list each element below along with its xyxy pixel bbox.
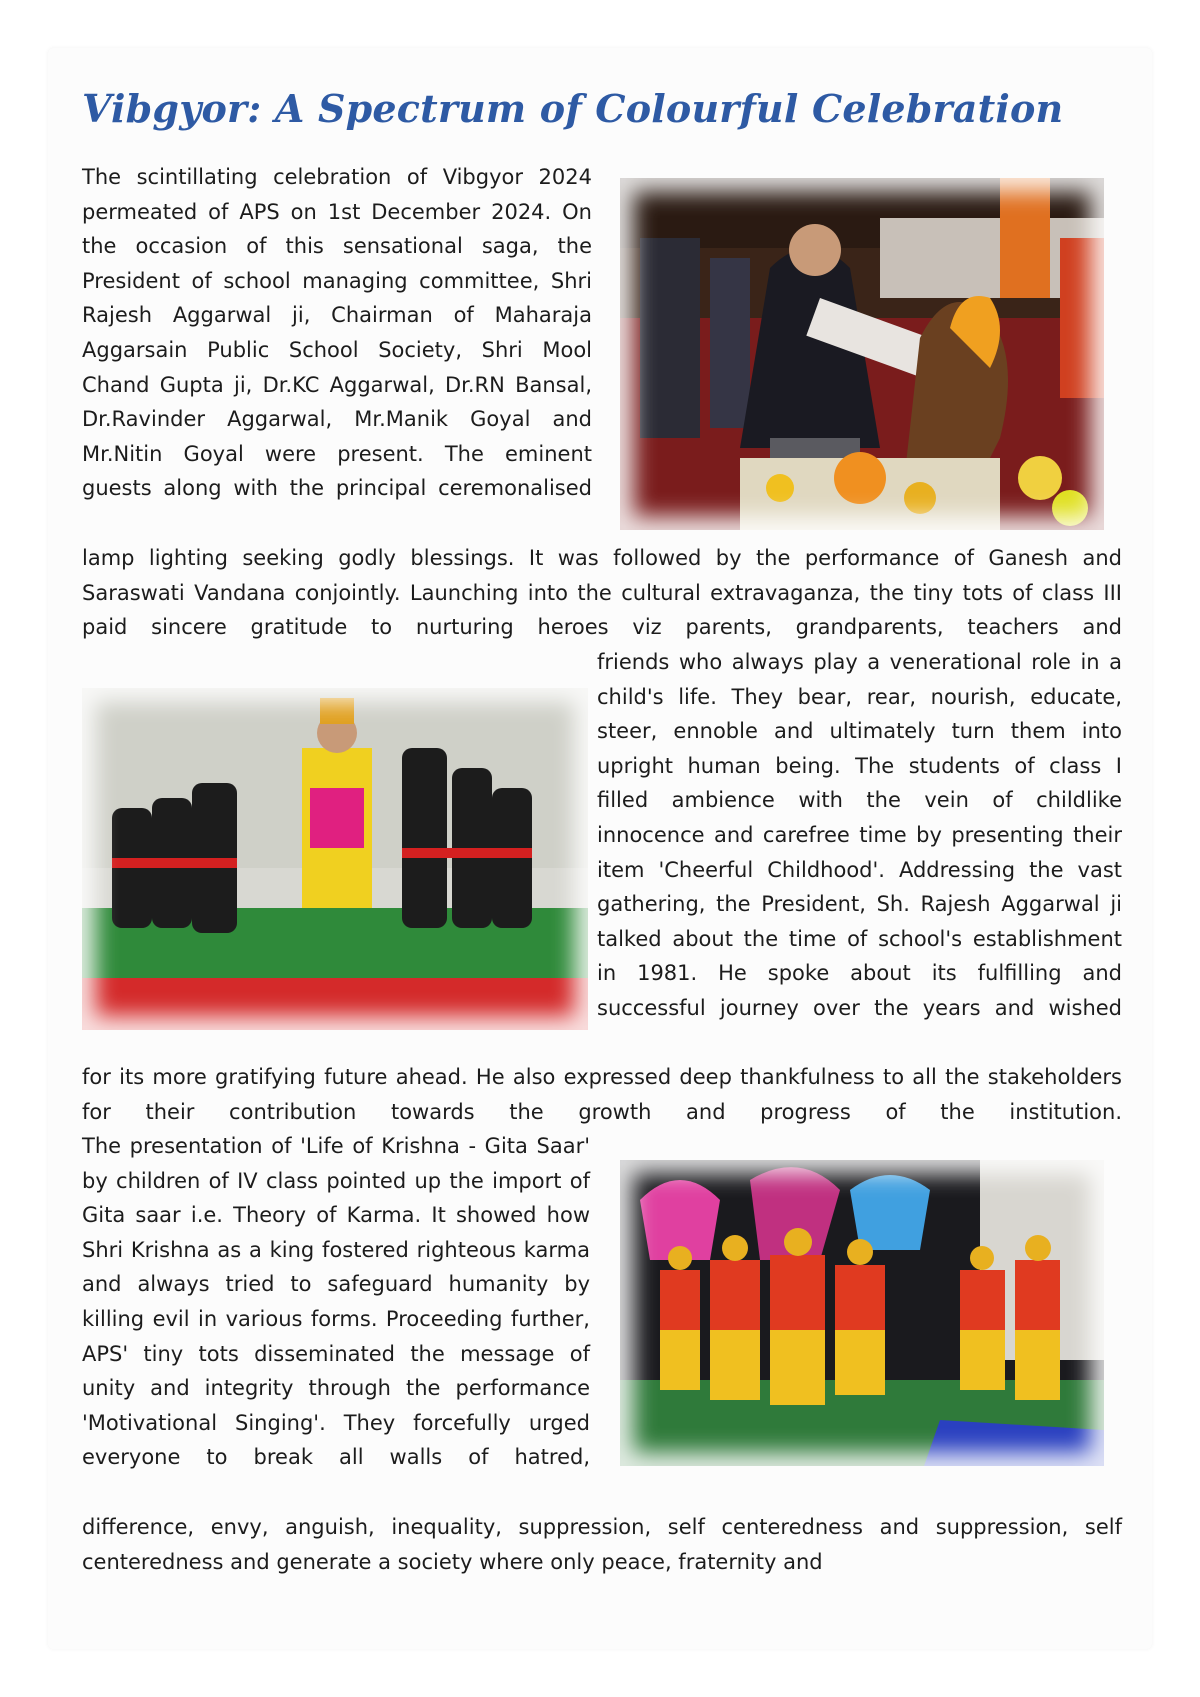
photo-krishna-gita-saar-performance bbox=[620, 1160, 1104, 1466]
paragraph-3-column-text: The presentation of 'Life of Krishna - Gita Saar' by children of IV class pointed up the import of Gita saar i.e. Theory of Karma. It showed how Shri Krishna as a king fostered righteous karma and always tried to safeguard humanity by killing evil in various forms. Proceeding further, APS' tiny tots disseminated the message of unity and integrity through the performance 'Motivational Singing'. They forcefully urged everyone to break all walls of hatred, bbox=[82, 1134, 590, 1470]
photo-class-dance-performance bbox=[82, 688, 588, 1030]
paragraph-1-full-text: lamp lighting seeking godly blessings. It was followed by the performance of Ganesh and Saraswati Vandana conjointly. Launching into the cultural extravaganza, the tiny tots of class III paid sincere gratitude to nurturing heroes viz parents, grandparents, teachers and bbox=[82, 546, 1122, 640]
paragraph-2-column-text: friends who always play a venerational role in a child's life. They bear, rear, nourish, educate, steer, ennoble and ultimately turn them into upright human being. The students of class I filled ambience with the vein of childlike innocence and carefree time by presenting their item 'Cheerful Childhood'. Addressing the vast gathering, the President, Sh. Rajesh Aggarwal ji talked about the time of school's establishment in 1981. He spoke about its fulfilling and successful journey over the years and wished bbox=[597, 650, 1122, 1020]
paragraph-1-column-text: The scintillating celebration of Vibgyor 2024 permeated of APS on 1st December 2024. On the occasion of this sensational saga, the President of school managing committee, Shri Rajesh Aggarwal ji, Chairman of Maharaja Aggarsain Public School Society, Shri Mool Chand Gupta ji, Dr.KC Aggarwal, Dr.RN Bansal, Dr.Ravinder Aggarwal, Mr.Manik Goyal and Mr.Nitin Goyal were present. The eminent guests along with the principal ceremonalised bbox=[82, 165, 592, 501]
paragraph-2-full-text: for its more gratifying future ahead. He also expressed deep thankfulness to all the stakeholders for their contribution towards the growth and progress of the institution. bbox=[82, 1065, 1122, 1124]
paragraph-3-full-text: difference, envy, anguish, inequality, suppression, self centeredness and suppression, self centeredness and generate a society where only peace, fraternity and bbox=[82, 1515, 1122, 1574]
photo-lamp-lighting-ceremony bbox=[620, 178, 1104, 530]
article-title: Vibgyor: A Spectrum of Colourful Celebration bbox=[82, 86, 1064, 131]
